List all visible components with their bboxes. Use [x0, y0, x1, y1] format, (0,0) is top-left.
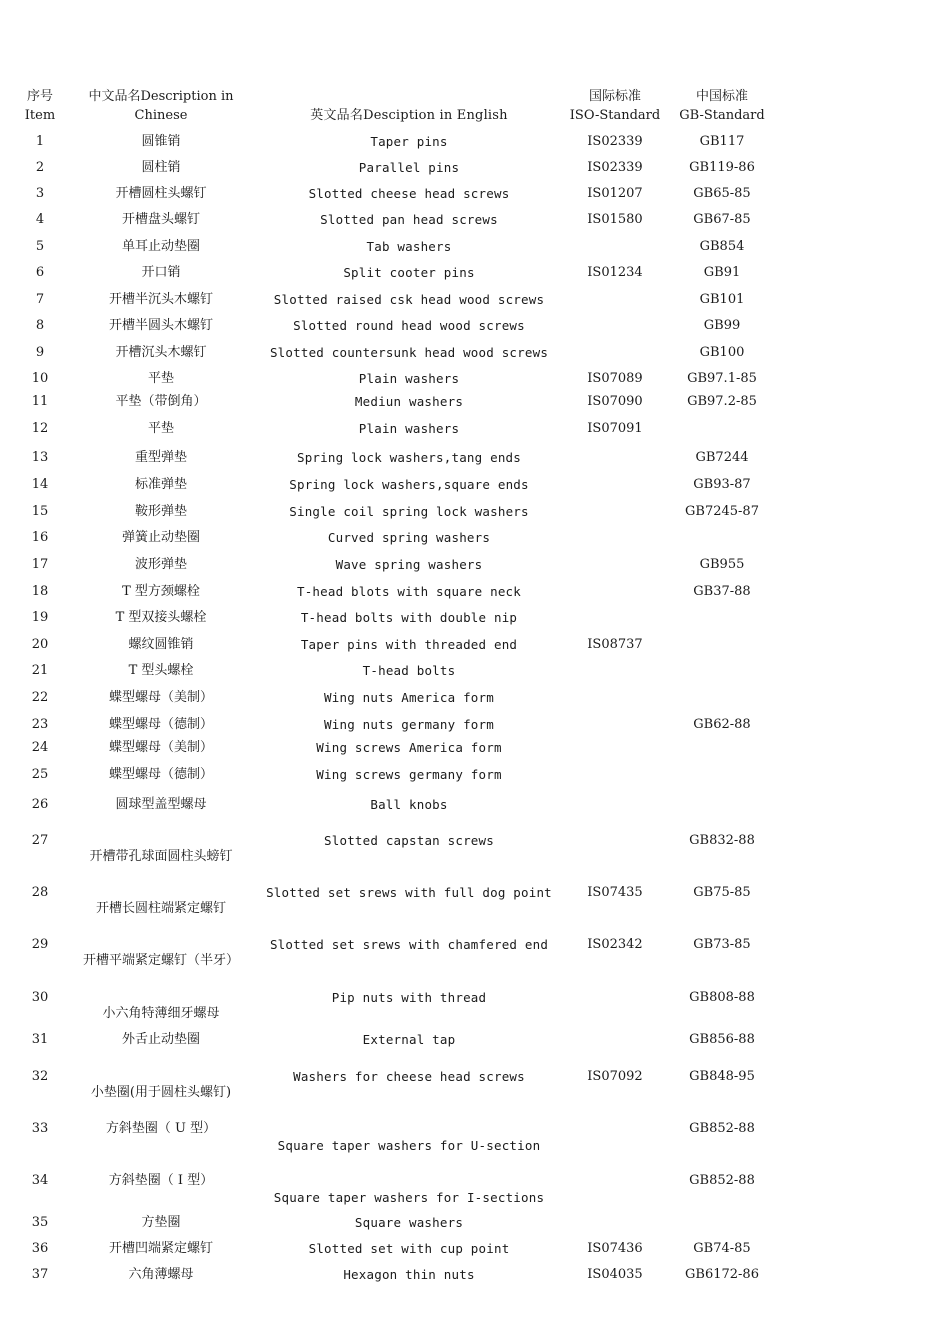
row-english-name: T-head blots with square neck [296, 584, 522, 599]
row-item-number: 33 [31, 1121, 49, 1136]
row-chinese-name: 重型弹垫 [134, 450, 187, 465]
row-chinese-name: 小垫圈(用于圆柱头螺钉) [90, 1085, 232, 1100]
row-item-number: 31 [31, 1032, 49, 1047]
header-gb-standard [674, 87, 770, 125]
row-chinese-name: 波形弹垫 [134, 557, 187, 572]
row-gb-standard: GB99 [703, 318, 741, 333]
row-chinese-name: 开槽平端紧定螺钉（半牙） [82, 953, 239, 968]
row-gb-standard: GB6172-86 [685, 1267, 759, 1282]
row-iso-standard: IS04035 [587, 1267, 643, 1282]
row-chinese-name: 蝶型螺母（德制） [108, 767, 213, 782]
row-iso-standard: IS07089 [587, 371, 643, 386]
row-item-number: 2 [35, 160, 45, 175]
row-gb-standard: GB73-85 [693, 937, 751, 952]
row-item-number: 1 [35, 134, 45, 149]
row-english-name: Single coil spring lock washers [289, 504, 529, 519]
row-gb-standard: GB119-86 [689, 160, 755, 175]
row-chinese-name: 蝶型螺母（美制） [108, 690, 213, 705]
row-english-name: Slotted set srews with full dog point [266, 885, 552, 900]
row-english-name: Slotted cheese head screws [308, 186, 510, 201]
row-item-number: 8 [35, 318, 45, 333]
row-english-name: T-head bolts with double nip [300, 610, 518, 625]
row-item-number: 32 [31, 1069, 49, 1084]
header-iso-standard [562, 87, 668, 125]
row-item-number: 13 [31, 450, 49, 465]
row-chinese-name: 平垫 [147, 421, 174, 436]
row-iso-standard: IS07091 [587, 421, 643, 436]
row-item-number: 4 [35, 212, 45, 227]
row-gb-standard: GB832-88 [689, 833, 755, 848]
row-gb-standard: GB7244 [695, 450, 749, 465]
row-chinese-name: 开口销 [141, 265, 181, 280]
row-gb-standard: GB854 [699, 239, 745, 254]
row-english-name: Parallel pins [358, 160, 460, 175]
row-chinese-name: 方垫圈 [141, 1215, 181, 1230]
header-iso-en: ISO-Standard [569, 108, 661, 123]
row-item-number: 34 [31, 1173, 49, 1188]
row-item-number: 36 [31, 1241, 49, 1256]
row-item-number: 6 [35, 265, 45, 280]
row-english-name: Spring lock washers,tang ends [296, 450, 522, 465]
row-iso-standard: IS07436 [587, 1241, 643, 1256]
row-english-name: External tap [362, 1032, 456, 1047]
row-chinese-name: T 型双接头螺栓 [115, 610, 207, 625]
row-english-name: Slotted set srews with chamfered end [269, 937, 549, 952]
row-iso-standard: IS07435 [587, 885, 643, 900]
row-english-name: Square washers [354, 1215, 464, 1230]
row-chinese-name: 六角薄螺母 [128, 1267, 194, 1282]
header-gb-cn: 中国标准 [695, 89, 748, 104]
row-gb-standard: GB65-85 [693, 186, 751, 201]
row-item-number: 22 [31, 690, 49, 705]
row-item-number: 19 [31, 610, 49, 625]
row-gb-standard: GB93-87 [693, 477, 751, 492]
row-chinese-name: 圆柱销 [141, 160, 181, 175]
row-chinese-name: 开槽盘头螺钉 [121, 212, 200, 227]
row-english-name: Tab washers [366, 239, 452, 254]
row-item-number: 14 [31, 477, 49, 492]
row-gb-standard: GB67-85 [693, 212, 751, 227]
row-item-number: 35 [31, 1215, 49, 1230]
row-chinese-name: 开槽长圆柱端紧定螺钉 [95, 901, 226, 916]
row-english-name: Slotted countersunk head wood screws [269, 345, 549, 360]
row-chinese-name: 圆球型盖型螺母 [115, 797, 207, 812]
row-item-number: 23 [31, 717, 49, 732]
row-item-number: 11 [31, 394, 49, 409]
row-english-name: Slotted pan head screws [320, 212, 498, 227]
row-item-number: 21 [31, 663, 49, 678]
row-chinese-name: 鞍形弹垫 [134, 504, 187, 519]
row-gb-standard: GB848-95 [689, 1069, 755, 1084]
row-iso-standard: IS01207 [587, 186, 643, 201]
row-chinese-name: 小六角特薄细牙螺母 [102, 1006, 220, 1021]
row-iso-standard: IS02339 [587, 160, 643, 175]
row-english-name: Plain washers [358, 421, 460, 436]
row-gb-standard: GB62-88 [693, 717, 751, 732]
row-chinese-name: 方斜垫圈（ I 型） [108, 1173, 214, 1188]
row-english-name: Washers for cheese head screws [293, 1069, 525, 1084]
row-english-name: Slotted capstan screws [324, 833, 494, 848]
row-item-number: 24 [31, 740, 49, 755]
row-chinese-name: 开槽半圆头木螺钉 [108, 318, 213, 333]
row-item-number: 17 [31, 557, 49, 572]
row-item-number: 37 [31, 1267, 49, 1282]
row-chinese-name: 平垫 [147, 371, 174, 386]
row-english-name: Wing screws America form [316, 740, 502, 755]
row-iso-standard: IS02339 [587, 134, 643, 149]
row-chinese-name: 开槽沉头木螺钉 [115, 345, 207, 360]
row-item-number: 29 [31, 937, 49, 952]
row-english-name: Square taper washers for U-section [277, 1138, 541, 1153]
row-item-number: 28 [31, 885, 49, 900]
row-english-name: Split cooter pins [343, 265, 475, 280]
row-gb-standard: GB91 [703, 265, 741, 280]
row-chinese-name: T 型方颈螺栓 [122, 584, 200, 599]
row-gb-standard: GB100 [699, 345, 745, 360]
header-item-cn: 序号 [26, 89, 53, 104]
row-chinese-name: 单耳止动垫圈 [121, 239, 200, 254]
header-english-desc: 英文品名Desciption in English [310, 108, 508, 123]
row-english-name: Wing screws germany form [316, 767, 502, 782]
header-cn-desc-line2: Chinese [134, 108, 188, 123]
row-english-name: Wing nuts America form [324, 690, 494, 705]
row-gb-standard: GB74-85 [693, 1241, 751, 1256]
row-english-name: Plain washers [358, 371, 460, 386]
row-english-name: Curved spring washers [327, 530, 491, 545]
header-iso-cn: 国际标准 [588, 89, 641, 104]
row-english-name: Taper pins with threaded end [300, 637, 518, 652]
row-gb-standard: GB97.2-85 [687, 394, 757, 409]
row-english-name: Wing nuts germany form [324, 717, 494, 732]
header-cn-desc-line1: 中文品名Description in [88, 89, 234, 104]
header-item-en: Item [24, 108, 56, 123]
row-iso-standard: IS07090 [587, 394, 643, 409]
row-gb-standard: GB37-88 [693, 584, 751, 599]
row-chinese-name: 标准弹垫 [134, 477, 187, 492]
row-item-number: 16 [31, 530, 49, 545]
row-gb-standard: GB97.1-85 [687, 371, 757, 386]
row-item-number: 20 [31, 637, 49, 652]
row-english-name: Slotted round head wood screws [293, 318, 525, 333]
row-english-name: Square taper washers for I-sections [273, 1190, 545, 1205]
row-chinese-name: 蝶型螺母（美制） [108, 740, 213, 755]
row-item-number: 9 [35, 345, 45, 360]
row-chinese-name: 开槽圆柱头螺钉 [115, 186, 207, 201]
row-gb-standard: GB75-85 [693, 885, 751, 900]
row-iso-standard: IS01580 [587, 212, 643, 227]
row-english-name: Spring lock washers,square ends [289, 477, 529, 492]
row-chinese-name: 外舌止动垫圈 [121, 1032, 200, 1047]
row-chinese-name: 开槽带孔球面圆柱头螃钉 [89, 849, 233, 864]
row-item-number: 10 [31, 371, 49, 386]
row-english-name: Ball knobs [370, 797, 448, 812]
row-iso-standard: IS02342 [587, 937, 643, 952]
row-iso-standard: IS07092 [587, 1069, 643, 1084]
row-english-name: Taper pins [370, 134, 448, 149]
row-english-name: T-head bolts [362, 663, 456, 678]
row-item-number: 25 [31, 767, 49, 782]
row-chinese-name: 平垫（带倒角） [115, 394, 207, 409]
row-iso-standard: IS08737 [587, 637, 643, 652]
row-chinese-name: 弹簧止动垫圈 [121, 530, 200, 545]
row-gb-standard: GB856-88 [689, 1032, 755, 1047]
row-item-number: 27 [31, 833, 49, 848]
row-english-name: Pip nuts with thread [331, 990, 487, 1005]
row-gb-standard: GB852-88 [689, 1173, 755, 1188]
row-gb-standard: GB852-88 [689, 1121, 755, 1136]
row-chinese-name: 方斜垫圈（ U 型） [105, 1121, 217, 1136]
row-item-number: 26 [31, 797, 49, 812]
row-english-name: Hexagon thin nuts [343, 1267, 475, 1282]
header-item [14, 87, 66, 125]
header-gb-en: GB-Standard [679, 108, 765, 123]
row-chinese-name: 螺纹圆锥销 [128, 637, 194, 652]
row-chinese-name: 蝶型螺母（德制） [108, 717, 213, 732]
row-english-name: Mediun washers [354, 394, 464, 409]
row-chinese-name: T 型头螺栓 [128, 663, 194, 678]
row-chinese-name: 开槽半沉头木螺钉 [108, 292, 213, 307]
row-item-number: 5 [35, 239, 45, 254]
row-item-number: 3 [35, 186, 45, 201]
row-item-number: 30 [31, 990, 49, 1005]
header-chinese-desc [70, 87, 252, 125]
row-gb-standard: GB808-88 [689, 990, 755, 1005]
row-english-name: Wave spring washers [335, 557, 483, 572]
row-gb-standard: GB101 [699, 292, 745, 307]
row-item-number: 18 [31, 584, 49, 599]
row-item-number: 15 [31, 504, 49, 519]
row-iso-standard: IS01234 [587, 265, 643, 280]
row-chinese-name: 开槽凹端紧定螺钉 [108, 1241, 213, 1256]
row-item-number: 7 [35, 292, 45, 307]
row-item-number: 12 [31, 421, 49, 436]
row-gb-standard: GB955 [699, 557, 745, 572]
row-gb-standard: GB7245-87 [685, 504, 759, 519]
row-english-name: Slotted set with cup point [308, 1241, 510, 1256]
row-chinese-name: 圆锥销 [141, 134, 181, 149]
row-english-name: Slotted raised csk head wood screws [273, 292, 545, 307]
row-gb-standard: GB117 [699, 134, 745, 149]
